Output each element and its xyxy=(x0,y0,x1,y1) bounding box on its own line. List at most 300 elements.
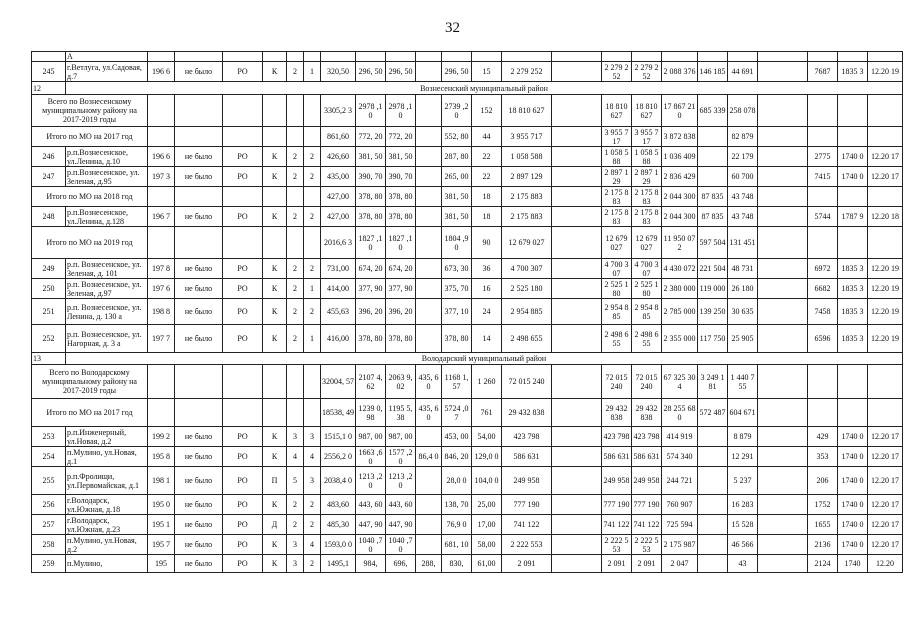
table-cell: 22 xyxy=(472,167,502,187)
table-cell: 2 047 xyxy=(662,555,698,573)
table-cell xyxy=(416,515,442,535)
table-cell: РО xyxy=(223,259,263,279)
row-number-cell: 259 xyxy=(32,555,66,573)
section-title: Володарский муниципальный район xyxy=(66,353,903,365)
table-cell: 12.20 19 xyxy=(868,259,903,279)
table-cell: 377, 90 xyxy=(356,279,386,299)
table-cell: 2063 9,02 xyxy=(386,365,416,399)
table-cell: 1835 3 xyxy=(838,279,868,299)
table-cell xyxy=(263,365,287,399)
table-cell: 206 xyxy=(808,467,838,495)
table-cell xyxy=(552,447,602,467)
table-cell: 2739 ,20 xyxy=(442,95,472,127)
table-cell xyxy=(758,207,808,227)
table-cell: 16 xyxy=(472,279,502,299)
table-cell xyxy=(758,127,808,147)
section-title: Вознесенский муниципальный район xyxy=(66,82,903,95)
table-cell: РО xyxy=(223,467,263,495)
table-cell: 119 000 xyxy=(698,279,728,299)
table-cell: 1740 0 xyxy=(838,427,868,447)
table-cell: 87 835 xyxy=(698,207,728,227)
table-cell xyxy=(416,207,442,227)
table-cell: 4 430 072 xyxy=(662,259,698,279)
header-cell-a: А xyxy=(66,52,148,62)
table-cell: 249 958 xyxy=(632,467,662,495)
table-cell: 3 xyxy=(287,427,304,447)
table-cell: Д xyxy=(263,515,287,535)
table-cell: 2 044 300 xyxy=(662,207,698,227)
table-cell: не было xyxy=(175,555,223,573)
table-cell xyxy=(698,427,728,447)
subtotal-row xyxy=(32,187,903,207)
table-cell: 7415 xyxy=(808,167,838,187)
table-cell: 2 279 252 xyxy=(632,62,662,82)
table-cell xyxy=(758,535,808,555)
table-cell: 1655 xyxy=(808,515,838,535)
table-row xyxy=(32,535,903,555)
table-cell xyxy=(287,95,304,127)
table-cell: 1740 0 xyxy=(838,447,868,467)
table-cell xyxy=(758,62,808,82)
table-cell: 4 700 307 xyxy=(632,259,662,279)
table-cell: 72 015 240 xyxy=(632,365,662,399)
table-cell xyxy=(552,187,602,207)
table-row xyxy=(32,467,903,495)
table-cell: 4 xyxy=(304,535,321,555)
table-cell: 12.20 17 xyxy=(868,515,903,535)
table-cell xyxy=(223,187,263,207)
table-cell: 12.20 18 xyxy=(868,207,903,227)
table-cell: не было xyxy=(175,535,223,555)
table-cell: 485,30 xyxy=(321,515,356,535)
table-cell: 87 835 xyxy=(698,187,728,207)
table-cell xyxy=(416,127,442,147)
table-cell: 1577 ,20 xyxy=(386,447,416,467)
table-cell xyxy=(223,227,263,259)
table-cell: 846, 20 xyxy=(442,447,472,467)
table-cell: 435,00 xyxy=(321,167,356,187)
table-row xyxy=(32,279,903,299)
table-cell: 2 xyxy=(287,299,304,325)
table-cell: 1 260 xyxy=(472,365,502,399)
table-cell: 2 897 129 xyxy=(502,167,552,187)
table-cell: 447, 90 xyxy=(356,515,386,535)
table-cell: 146 185 xyxy=(698,62,728,82)
table-cell: 447, 90 xyxy=(386,515,416,535)
table-cell: 104,0 0 xyxy=(472,467,502,495)
subtotal-row xyxy=(32,365,903,399)
subtotal-label: Итого по МО на 2018 год xyxy=(32,187,148,207)
table-cell: 2 xyxy=(304,147,321,167)
table-cell: 681, 10 xyxy=(442,535,472,555)
table-row xyxy=(32,167,903,187)
table-cell: 76,9 0 xyxy=(442,515,472,535)
table-cell xyxy=(838,399,868,427)
table-cell: 731,00 xyxy=(321,259,356,279)
address-cell: р.п.Вознесенское, ул.Ленина, д.128 xyxy=(66,207,148,227)
table-cell xyxy=(758,279,808,299)
table-row xyxy=(32,299,903,325)
table-cell: 3 955 717 xyxy=(602,127,632,147)
address-cell: г.Володарск, ул.Южная, д.18 xyxy=(66,495,148,515)
table-cell xyxy=(698,127,728,147)
table-cell: 195 1 xyxy=(148,515,175,535)
table-cell: 2124 xyxy=(808,555,838,573)
table-cell xyxy=(416,95,442,127)
table-cell: 483,60 xyxy=(321,495,356,515)
table-cell: 423 798 xyxy=(602,427,632,447)
address-cell: г.Володарск, ул.Южная, д.23 xyxy=(66,515,148,535)
table-cell: 12.20 19 xyxy=(868,325,903,353)
table-cell: 6596 xyxy=(808,325,838,353)
table-cell: 2 xyxy=(304,259,321,279)
table-cell xyxy=(148,227,175,259)
table-cell: 777 190 xyxy=(602,495,632,515)
table-cell: 8 879 xyxy=(728,427,758,447)
table-cell: 1740 0 xyxy=(838,495,868,515)
table-cell: 22 xyxy=(472,147,502,167)
table-cell: 416,00 xyxy=(321,325,356,353)
registry-table xyxy=(31,51,903,573)
table-cell xyxy=(175,227,223,259)
table-cell xyxy=(698,495,728,515)
table-cell: 1 058 588 xyxy=(502,147,552,167)
table-cell: 3 955 717 xyxy=(502,127,552,147)
table-cell: К xyxy=(263,299,287,325)
address-cell: р.п. Вознесенское, ул. Нагорная, д. 3 а xyxy=(66,325,148,353)
table-cell: 2 xyxy=(304,299,321,325)
table-cell xyxy=(263,227,287,259)
table-cell: 2 222 553 xyxy=(502,535,552,555)
table-cell: 414,00 xyxy=(321,279,356,299)
table-cell: 1593,0 0 xyxy=(321,535,356,555)
table-cell: 196 6 xyxy=(148,62,175,82)
table-cell: 353 xyxy=(808,447,838,467)
table-cell: 5724 ,07 xyxy=(442,399,472,427)
table-cell: 572 487 xyxy=(698,399,728,427)
table-cell: 196 7 xyxy=(148,207,175,227)
table-cell: не было xyxy=(175,427,223,447)
table-cell: 377, 10 xyxy=(442,299,472,325)
table-cell: К xyxy=(263,325,287,353)
table-cell xyxy=(287,399,304,427)
table-cell: 90 xyxy=(472,227,502,259)
table-cell: 2 xyxy=(287,259,304,279)
subtotal-row xyxy=(32,95,903,127)
table-cell xyxy=(416,259,442,279)
table-cell: РО xyxy=(223,147,263,167)
table-cell: 2 355 000 xyxy=(662,325,698,353)
table-cell: 2 175 987 xyxy=(662,535,698,555)
table-row xyxy=(32,427,903,447)
table-cell: 7458 xyxy=(808,299,838,325)
table-cell xyxy=(552,467,602,495)
table-cell: 29 432 838 xyxy=(602,399,632,427)
table-cell xyxy=(552,95,602,127)
table-cell: РО xyxy=(223,299,263,325)
table-cell: 1787 9 xyxy=(838,207,868,227)
table-cell: РО xyxy=(223,167,263,187)
table-cell: 2 xyxy=(304,515,321,535)
table-cell: 2 836 429 xyxy=(662,167,698,187)
table-cell: 2 044 300 xyxy=(662,187,698,207)
table-cell: 378, 80 xyxy=(356,207,386,227)
table-cell: 423 798 xyxy=(502,427,552,447)
table-cell: 3 xyxy=(287,535,304,555)
table-cell xyxy=(758,365,808,399)
table-cell: 2 525 180 xyxy=(602,279,632,299)
table-cell xyxy=(175,365,223,399)
table-cell: 43 748 xyxy=(728,187,758,207)
subtotal-row xyxy=(32,399,903,427)
table-cell: 2 954 885 xyxy=(632,299,662,325)
row-number-cell: 245 xyxy=(32,62,66,82)
table-cell xyxy=(304,365,321,399)
table-cell: 258 078 xyxy=(728,95,758,127)
table-cell xyxy=(416,167,442,187)
table-cell: К xyxy=(263,279,287,299)
table-cell xyxy=(263,399,287,427)
table-cell xyxy=(552,259,602,279)
table-cell: 725 594 xyxy=(662,515,698,535)
section-row xyxy=(32,82,903,95)
table-cell xyxy=(287,187,304,207)
table-cell: 18538, 49 xyxy=(321,399,356,427)
table-cell: 2 xyxy=(287,515,304,535)
table-cell: 12.20 19 xyxy=(868,62,903,82)
table-cell xyxy=(758,299,808,325)
row-number-cell: 258 xyxy=(32,535,66,555)
table-cell: 378, 80 xyxy=(386,187,416,207)
table-cell: 296, 50 xyxy=(386,62,416,82)
table-cell: 7687 xyxy=(808,62,838,82)
table-cell: 221 504 xyxy=(698,259,728,279)
table-cell xyxy=(416,299,442,325)
table-cell: 455,63 xyxy=(321,299,356,325)
table-cell: 1835 3 xyxy=(838,62,868,82)
table-cell: 381, 50 xyxy=(386,147,416,167)
table-cell: 3 xyxy=(287,555,304,573)
table-cell: 72 015 240 xyxy=(502,365,552,399)
table-cell: 3 249 181 xyxy=(698,365,728,399)
table-cell xyxy=(758,399,808,427)
row-number-cell: 250 xyxy=(32,279,66,299)
table-cell: 1827 ,10 xyxy=(386,227,416,259)
table-cell: 604 671 xyxy=(728,399,758,427)
table-cell: 22 179 xyxy=(728,147,758,167)
table-cell: К xyxy=(263,427,287,447)
table-cell: К xyxy=(263,167,287,187)
address-cell: р.п. Вознесенское, ул. Зеленая, д. 101 xyxy=(66,259,148,279)
table-cell: 586 631 xyxy=(632,447,662,467)
table-cell: 2 498 655 xyxy=(502,325,552,353)
table-cell xyxy=(698,167,728,187)
table-cell: не было xyxy=(175,259,223,279)
table-cell: 4 xyxy=(287,447,304,467)
table-cell: 1835 3 xyxy=(838,325,868,353)
table-cell: 152 xyxy=(472,95,502,127)
table-cell: 396, 20 xyxy=(386,299,416,325)
table-cell: 1040 ,70 xyxy=(386,535,416,555)
subtotal-row xyxy=(32,227,903,259)
table-cell: РО xyxy=(223,207,263,227)
table-cell xyxy=(758,495,808,515)
subtotal-label: Всего по Вознесенскому муниципальному району на 2017-2019 годы xyxy=(32,95,148,127)
table-cell xyxy=(758,325,808,353)
table-cell: 2 175 883 xyxy=(502,187,552,207)
table-cell: 1740 0 xyxy=(838,167,868,187)
table-cell xyxy=(416,325,442,353)
table-cell: 574 340 xyxy=(662,447,698,467)
address-cell: р.п. Вознесенское, ул. Зеленая, д.97 xyxy=(66,279,148,299)
table-cell: 2978 ,10 xyxy=(356,95,386,127)
table-cell: 2 279 252 xyxy=(602,62,632,82)
table-cell: 1515,1 0 xyxy=(321,427,356,447)
table-cell: 830, xyxy=(442,555,472,573)
table-cell xyxy=(416,62,442,82)
table-cell: 287, 80 xyxy=(442,147,472,167)
table-cell xyxy=(838,227,868,259)
table-cell: 429 xyxy=(808,427,838,447)
table-cell xyxy=(175,187,223,207)
table-cell: 1 440 755 xyxy=(728,365,758,399)
table-cell: 36 xyxy=(472,259,502,279)
table-cell: 378, 80 xyxy=(356,187,386,207)
table-cell xyxy=(808,187,838,207)
table-cell: 12 679 027 xyxy=(632,227,662,259)
table-cell: не было xyxy=(175,279,223,299)
table-cell: 25 905 xyxy=(728,325,758,353)
table-cell: 25,00 xyxy=(472,495,502,515)
table-cell: 3305,2 3 xyxy=(321,95,356,127)
table-cell: 427,00 xyxy=(321,187,356,207)
table-row xyxy=(32,555,903,573)
table-cell: 46 566 xyxy=(728,535,758,555)
table-cell: 26 180 xyxy=(728,279,758,299)
table-cell xyxy=(758,227,808,259)
table-cell: РО xyxy=(223,325,263,353)
table-cell: 12.20 xyxy=(868,555,903,573)
table-cell: не было xyxy=(175,299,223,325)
table-cell: 138, 70 xyxy=(442,495,472,515)
table-cell xyxy=(552,127,602,147)
table-cell: 18 810 627 xyxy=(602,95,632,127)
row-number-cell: 255 xyxy=(32,467,66,495)
table-cell: 2 525 180 xyxy=(502,279,552,299)
address-cell: р.п. Вознесенское, ул. Ленина, д. 130 а xyxy=(66,299,148,325)
table-cell: не было xyxy=(175,207,223,227)
table-cell: П xyxy=(263,467,287,495)
table-cell: 18 xyxy=(472,207,502,227)
table-cell: не было xyxy=(175,147,223,167)
table-cell: 3 xyxy=(304,467,321,495)
table-cell: К xyxy=(263,535,287,555)
table-cell: 673, 30 xyxy=(442,259,472,279)
table-cell: 741 122 xyxy=(632,515,662,535)
table-cell: 381, 50 xyxy=(442,187,472,207)
table-cell: 12.20 17 xyxy=(868,147,903,167)
table-cell: 2016,6 3 xyxy=(321,227,356,259)
table-cell: 12.20 19 xyxy=(868,299,903,325)
table-cell: 1827 ,10 xyxy=(356,227,386,259)
table-cell: 12 679 027 xyxy=(502,227,552,259)
row-number-cell: 257 xyxy=(32,515,66,535)
table-cell xyxy=(758,515,808,535)
table-cell xyxy=(698,447,728,467)
table-cell: 12.20 17 xyxy=(868,535,903,555)
address-cell: р.п.Фролищи, ул.Первомайская, д.1 xyxy=(66,467,148,495)
table-cell xyxy=(416,467,442,495)
table-cell: РО xyxy=(223,447,263,467)
table-cell xyxy=(223,399,263,427)
table-cell xyxy=(416,279,442,299)
table-cell: 390, 70 xyxy=(386,167,416,187)
table-cell: 987, 00 xyxy=(386,427,416,447)
table-cell: 2 xyxy=(304,555,321,573)
table-cell: 1239 0,98 xyxy=(356,399,386,427)
table-cell: 1835 3 xyxy=(838,259,868,279)
table-cell xyxy=(552,427,602,447)
table-cell: 2 954 885 xyxy=(502,299,552,325)
table-cell: 12.20 19 xyxy=(868,279,903,299)
table-cell: 772, 20 xyxy=(356,127,386,147)
table-cell: 396, 20 xyxy=(356,299,386,325)
table-cell: не было xyxy=(175,167,223,187)
table-cell: 2 897 129 xyxy=(602,167,632,187)
address-cell: п.Мулино, xyxy=(66,555,148,573)
table-cell: 443, 60 xyxy=(386,495,416,515)
table-cell: 54,00 xyxy=(472,427,502,447)
table-cell: 4 700 307 xyxy=(502,259,552,279)
table-cell: 2 091 xyxy=(602,555,632,573)
table-cell: 61,00 xyxy=(472,555,502,573)
table-cell: РО xyxy=(223,279,263,299)
table-cell xyxy=(758,447,808,467)
table-cell xyxy=(552,399,602,427)
table-cell: 17,00 xyxy=(472,515,502,535)
table-cell: 390, 70 xyxy=(356,167,386,187)
table-cell xyxy=(223,95,263,127)
table-cell: 2 091 xyxy=(632,555,662,573)
table-cell: 1168 1,57 xyxy=(442,365,472,399)
table-cell xyxy=(552,365,602,399)
table-cell: 552, 80 xyxy=(442,127,472,147)
table-row xyxy=(32,62,903,82)
table-cell: 288, xyxy=(416,555,442,573)
table-cell: 15 528 xyxy=(728,515,758,535)
table-cell xyxy=(287,127,304,147)
table-cell: 197 7 xyxy=(148,325,175,353)
table-cell: не было xyxy=(175,447,223,467)
table-cell xyxy=(698,467,728,495)
table-cell xyxy=(868,127,903,147)
table-cell: 2 xyxy=(287,325,304,353)
table-row xyxy=(32,515,903,535)
table-cell: 443, 60 xyxy=(356,495,386,515)
table-cell: 24 xyxy=(472,299,502,325)
table-row xyxy=(32,325,903,353)
row-number-cell: 247 xyxy=(32,167,66,187)
table-cell: 1740 0 xyxy=(838,535,868,555)
table-cell: 12 291 xyxy=(728,447,758,467)
table-cell: 11 950 072 xyxy=(662,227,698,259)
table-cell xyxy=(552,555,602,573)
subtotal-label: Всего по Володарскому муниципальному району на 2017-2019 годы xyxy=(32,365,148,399)
table-cell: 1740 0 xyxy=(838,515,868,535)
table-cell: 197 8 xyxy=(148,259,175,279)
table-cell: не было xyxy=(175,62,223,82)
table-cell xyxy=(552,325,602,353)
